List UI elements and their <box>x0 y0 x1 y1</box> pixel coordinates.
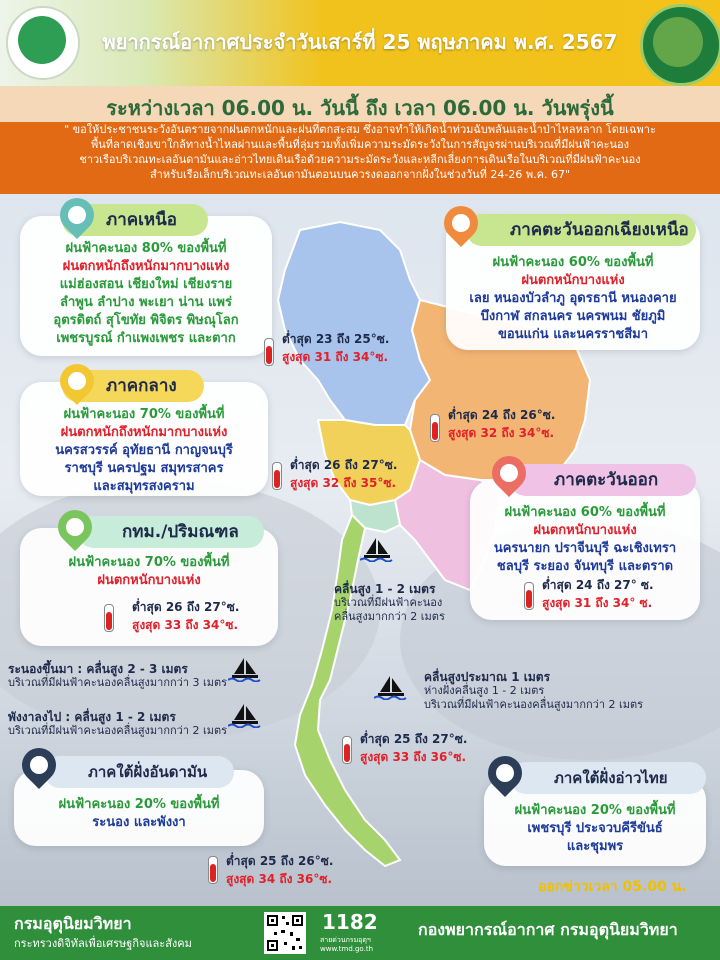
website-link[interactable]: www.tmd.go.th <box>320 945 373 953</box>
bangkok-text <box>20 554 278 590</box>
forecast-period: ระหว่างเวลา 06.00 น. วันนี้ ถึง เวลา 06.00 น. วันพรุ่งนี้ <box>106 96 614 120</box>
wave-sub: ห่างฝั่งคลื่นสูง 1 - 2 เมตร <box>424 684 545 697</box>
thermometer-icon <box>208 856 218 884</box>
bangkok-heavy: ฝนตกหนักบางแห่ง <box>97 573 201 588</box>
ministry-logo <box>6 6 80 80</box>
central-heavy: ฝนตกหนักถึงหนักมากบางแห่ง <box>60 425 228 440</box>
qr-code-icon[interactable] <box>264 912 306 954</box>
thermometer-icon <box>264 338 274 366</box>
north-area: อุตรดิตถ์ สุโขทัย พิจิตร พิษณุโลก <box>53 313 239 328</box>
east-temp <box>542 576 654 612</box>
east-area: ชลบุรี ระยอง จันทบุรี และตราด <box>496 559 674 574</box>
northeast-temp <box>448 406 555 442</box>
warning-text <box>14 122 706 182</box>
bangkok-temp <box>132 598 239 634</box>
thermometer-icon <box>272 462 282 490</box>
north-area: ลำพูน ลำปาง พะเยา น่าน แพร่ <box>60 295 232 310</box>
warning-line: ชาวเรือบริเวณทะเลอันดามันและอ่าวไทยเดินเรือด้วยความระมัดระวังและหลีกเลี่ยงการเดินเรือในบริเวณที่มีฝนฟ้าคะนอง <box>79 153 641 166</box>
bangkok-tmax: สูงสุด 33 ถึง 34°ซ. <box>132 618 239 632</box>
wave-phangnga <box>8 710 227 738</box>
bangkok-title: กทม./ปริมณฑล <box>78 516 264 548</box>
hotline-label: สายด่วนกรมอุตุฯ <box>320 936 371 944</box>
north-tmin: ต่ำสุด 23 ถึง 25°ซ. <box>282 332 390 346</box>
thermometer-icon <box>524 582 534 610</box>
south-east-tmin: ต่ำสุด 25 ถึง 27°ซ. <box>360 732 468 746</box>
east-text <box>470 504 700 576</box>
central-tmin: ต่ำสุด 26 ถึง 27°ซ. <box>290 458 398 472</box>
north-title: ภาคเหนือ <box>62 204 208 236</box>
sailboat-icon <box>360 536 394 562</box>
northeast-area: เลย หนองบัวลำภู อุดรธานี หนองคาย <box>469 291 677 306</box>
footer-ministry: กระทรวงดิจิทัลเพื่อเศรษฐกิจและสังคม <box>14 937 192 950</box>
sailboat-icon <box>228 656 262 682</box>
south-east-temp <box>360 730 467 766</box>
page-title: พยากรณ์อากาศประจำวันเสาร์ที่ 25 พฤษภาคม พ.ศ. 2567 <box>102 30 618 54</box>
south-west-tmin: ต่ำสุด 25 ถึง 26°ซ. <box>226 854 334 868</box>
wave-title: ระนองขึ้นมา : คลื่นสูง 2 - 3 เมตร <box>8 662 188 676</box>
northeast-area: ขอนแก่น และนครราชสีมา <box>497 327 649 342</box>
thermometer-icon <box>104 604 114 632</box>
wave-sub: บริเวณที่มีฝนฟ้าคะนองคลื่นสูงมากกว่า 2 เมตร <box>424 698 644 711</box>
footer-dept: กรมอุตุนิยมวิทยา <box>14 914 132 933</box>
sailboat-icon <box>228 702 262 728</box>
bangkok-tmin: ต่ำสุด 26 ถึง 27°ซ. <box>132 600 240 614</box>
east-tmax: สูงสุด 31 ถึง 34° ซ. <box>542 596 653 610</box>
central-text <box>20 406 268 496</box>
hotline-sub <box>320 936 373 954</box>
south-west-title: ภาคใต้ฝั่งอันดามัน <box>44 756 234 788</box>
central-area: และสมุทรสงคราม <box>93 479 195 494</box>
tmd-logo <box>640 4 720 86</box>
south-east-area: และชุมพร <box>566 839 624 854</box>
south-east-text <box>484 802 706 856</box>
northeast-text <box>446 254 700 344</box>
central-area: นครสวรรค์ อุทัยธานี กาญจนบุรี <box>55 443 233 458</box>
issued-time: ออกข่าวเวลา 05.00 น. <box>538 879 687 895</box>
wave-sub: บริเวณที่มีฝนฟ้าคะนองคลื่นสูงมากกว่า 3 เมตร <box>8 676 228 689</box>
north-area: เพชรบูรณ์ กำแพงเพชร และตาก <box>56 331 236 346</box>
thermometer-icon <box>342 736 352 764</box>
warning-line: " ขอให้ประชาชนระวังอันตรายจากฝนตกหนักและฝนที่ตกสะสม ซึ่งอาจทำให้เกิดน้ำท่วมฉับพลันและน้ำป่าไหลหลาก โดยเฉพาะ <box>64 123 656 136</box>
central-title: ภาคกลาง <box>62 370 204 402</box>
northeast-area: บึงกาฬ สกลนคร นครพนม ชัยภูมิ <box>480 309 666 324</box>
northeast-rain: ฝนฟ้าคะนอง 60% ของพื้นที่ <box>492 255 654 270</box>
wave-sub: คลื่นสูงมากกว่า 2 เมตร <box>334 610 445 623</box>
north-heavy: ฝนตกหนักถึงหนักมากบางแห่ง <box>62 259 230 274</box>
east-title: ภาคตะวันออก <box>510 464 696 496</box>
south-east-rain: ฝนฟ้าคะนอง 20% ของพื้นที่ <box>514 803 676 818</box>
wave-title: พังงาลงไป : คลื่นสูง 1 - 2 เมตร <box>8 710 176 724</box>
northeast-heavy: ฝนตกหนักบางแห่ง <box>521 273 625 288</box>
east-rain: ฝนฟ้าคะนอง 60% ของพื้นที่ <box>504 505 666 520</box>
north-temp <box>282 330 389 366</box>
north-tmax: สูงสุด 31 ถึง 34°ซ. <box>282 350 389 364</box>
northeast-tmin: ต่ำสุด 24 ถึง 26°ซ. <box>448 408 556 422</box>
east-tmin: ต่ำสุด 24 ถึง 27° ซ. <box>542 578 654 592</box>
south-west-temp <box>226 852 333 888</box>
hotline-number: 1182 <box>322 910 378 934</box>
warning-line: พื้นที่ลาดเชิงเขาใกล้ทางน้ำไหลผ่านและพื้นที่ลุ่มรวมทั้งเพิ่มความระมัดระวังในการสัญจรผ่านบริเวณที่มีฝนฟ้าคะนอง <box>90 138 630 151</box>
wave-title: คลื่นสูงประมาณ 1 เมตร <box>424 670 551 684</box>
northeast-tmax: สูงสุด 32 ถึง 34°ซ. <box>448 426 555 440</box>
south-east-title: ภาคใต้ฝั่งอ่าวไทย <box>510 762 706 794</box>
warning-line: สำหรับเรือเล็กบริเวณทะเลอันดามันตอนบนควรงดออกจากฝั่งในช่วงวันที่ 24-26 พ.ค. 67" <box>149 168 571 181</box>
north-text <box>20 240 272 348</box>
sailboat-icon <box>374 674 408 700</box>
central-area: ราชบุรี นครปฐม สมุทรสาคร <box>64 461 224 476</box>
south-east-tmax: สูงสุด 33 ถึง 36°ซ. <box>360 750 467 764</box>
wave-gulf-south <box>424 670 643 712</box>
wave-sub: บริเวณที่มีฝนฟ้าคะนอง <box>334 596 443 609</box>
central-tmax: สูงสุด 32 ถึง 35°ซ. <box>290 476 397 490</box>
wave-sub: บริเวณที่มีฝนฟ้าคะนองคลื่นสูงมากกว่า 2 เมตร <box>8 724 228 737</box>
region-north <box>278 222 430 425</box>
central-rain: ฝนฟ้าคะนอง 70% ของพื้นที่ <box>63 407 225 422</box>
footer-division: กองพยากรณ์อากาศ กรมอุตุนิยมวิทยา <box>418 920 678 939</box>
wave-gulf-upper <box>334 582 445 624</box>
thermometer-icon <box>430 414 440 442</box>
east-area: นครนายก ปราจีนบุรี ฉะเชิงเทรา <box>493 541 677 556</box>
south-west-tmax: สูงสุด 34 ถึง 36°ซ. <box>226 872 333 886</box>
north-rain: ฝนฟ้าคะนอง 80% ของพื้นที่ <box>65 241 227 256</box>
wave-title: คลื่นสูง 1 - 2 เมตร <box>334 582 436 596</box>
south-west-area: ระนอง และพังงา <box>92 815 186 830</box>
north-area: แม่ฮ่องสอน เชียงใหม่ เชียงราย <box>59 277 233 292</box>
wave-ranong <box>8 662 227 690</box>
bangkok-rain: ฝนฟ้าคะนอง 70% ของพื้นที่ <box>68 555 230 570</box>
east-heavy: ฝนตกหนักบางแห่ง <box>533 523 637 538</box>
south-west-text <box>14 796 264 832</box>
central-temp <box>290 456 397 492</box>
south-east-area: เพชรบุรี ประจวบคีรีขันธ์ <box>527 821 663 836</box>
northeast-title: ภาคตะวันออกเฉียงเหนือ <box>466 214 696 246</box>
south-west-rain: ฝนฟ้าคะนอง 20% ของพื้นที่ <box>58 797 220 812</box>
